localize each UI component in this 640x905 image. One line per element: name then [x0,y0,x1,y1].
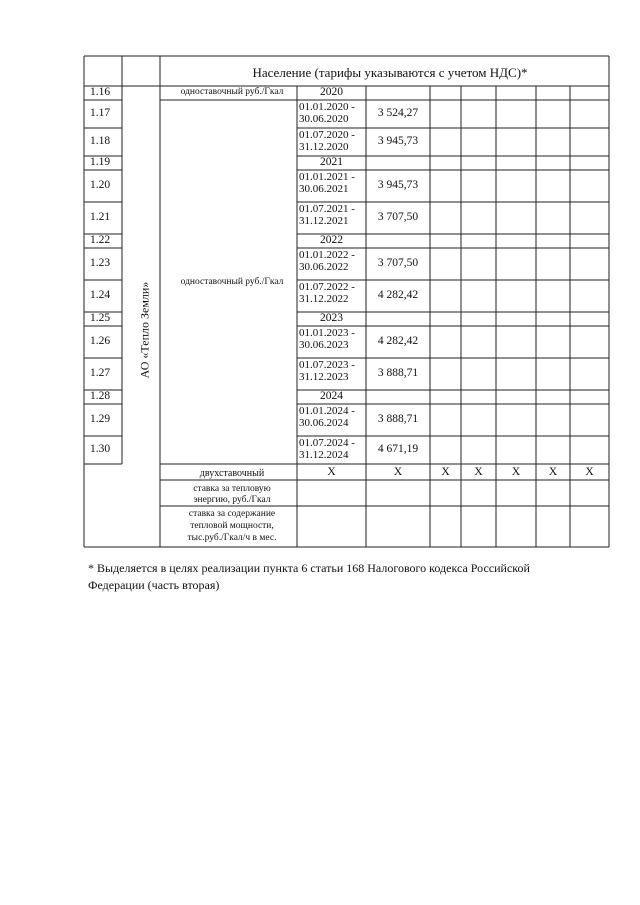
period-label: 01.01.2022 - 30.06.2022 [299,249,355,273]
period-label: 01.01.2023 - 30.06.2023 [299,327,355,351]
not-applicable-mark: X [327,466,336,478]
capacity-rate-label-1: ставка за содержание [188,509,276,519]
row-number: 1.21 [90,211,111,223]
footnote [88,560,608,594]
not-applicable-mark: X [585,466,594,478]
period-label: 01.07.2024 - 31.12.2024 [299,437,355,461]
row-number: 1.29 [90,413,111,425]
period-label: 01.01.2024 - 30.06.2024 [299,405,355,429]
row-number: 1.26 [90,335,111,347]
tariff-value: 4 282,42 [377,335,419,347]
tariff-value: 3 524,27 [377,107,419,119]
year-label: 2024 [320,390,343,402]
footnote-line-2: Федерации (часть вторая) [88,577,220,592]
row-number: 1.30 [90,443,111,455]
heat-energy-rate-label-2: энергию, руб./Гкал [193,495,271,505]
period-label: 01.07.2022 - 31.12.2022 [299,281,355,305]
not-applicable-mark: X [393,466,403,478]
period-label: 01.01.2021 - 30.06.2021 [299,171,355,195]
tariff-value: 3 888,71 [377,367,419,379]
row-number: 1.25 [90,312,111,324]
table-header: Население (тарифы указываются с учетом НДС)* [252,65,528,80]
tariff-value: 3 945,73 [377,135,419,147]
two-part-rate-label: двухставочный [199,468,265,479]
period-label: 01.07.2020 - 31.12.2020 [299,129,355,153]
row-number: 1.17 [90,107,111,119]
not-applicable-mark: X [511,466,521,478]
period-label: 01.07.2023 - 31.12.2023 [299,359,355,383]
footnote-line-1: * Выделяется в целях реализации пункта 6 статьи 168 Налогового кодекса Российской [88,561,530,575]
tariff-value: 4 282,42 [377,289,419,301]
row-number: 1.20 [90,179,111,191]
year-label: 2020 [320,86,343,98]
row-number: 1.16 [90,86,111,98]
tariff-value: 3 945,73 [377,179,419,191]
row-number: 1.27 [90,367,111,379]
heat-energy-rate-label-1: ставка за тепловую [193,484,271,494]
tariff-value: 3 707,50 [377,211,419,223]
row-number: 1.19 [90,156,111,168]
row-number: 1.22 [90,234,111,246]
tariff-value: 3 707,50 [377,257,419,269]
row-number: 1.28 [90,390,111,402]
not-applicable-mark: X [548,466,558,478]
row-number: 1.18 [90,135,111,147]
capacity-rate-label-3: тыс.руб./Гкал/ч в мес. [187,533,277,543]
tariff-value: 3 888,71 [377,413,419,425]
organization-label: АО «Тепло Земли» [137,281,152,379]
capacity-rate-label-2: тепловой мощности, [190,521,274,531]
row-number: 1.24 [90,289,111,301]
row-number: 1.23 [90,257,111,269]
year-label: 2023 [320,312,343,324]
rate-one-part-label: одноставочный руб./Гкал [180,277,284,287]
rate-one-part-label-2020: одноставочный руб./Гкал [180,87,284,97]
not-applicable-mark: X [441,466,450,478]
year-label: 2022 [320,234,343,246]
not-applicable-mark: X [474,466,483,478]
period-label: 01.07.2021 - 31.12.2021 [299,203,355,227]
tariff-value: 4 671,19 [377,443,419,455]
year-label: 2021 [320,156,343,168]
period-label: 01.01.2020 - 30.06.2020 [299,101,355,125]
